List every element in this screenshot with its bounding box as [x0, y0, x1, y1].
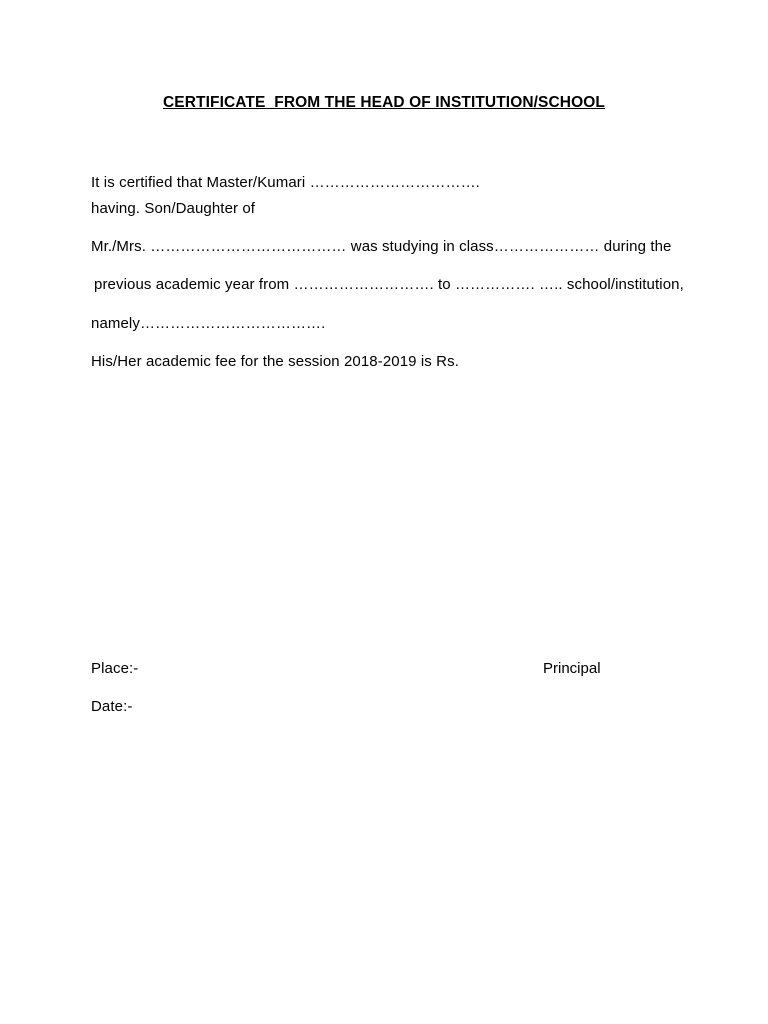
certified-line: It is certified that Master/Kumari …………………………….	[91, 174, 480, 191]
principal-signature-label: Principal	[543, 660, 601, 677]
place-label: Place:-	[91, 660, 139, 677]
academic-year-line: previous academic year from ………………………. to ……………. ….. school/institution,	[94, 276, 684, 293]
certificate-title: CERTIFICATE FROM THE HEAD OF INSTITUTION/SCHOOL	[163, 94, 605, 111]
relation-line: having. Son/Daughter of	[91, 200, 256, 217]
fee-line: His/Her academic fee for the session 2018-2019 is Rs.	[91, 353, 459, 370]
institution-name-line: namely……………………………….	[91, 315, 326, 332]
parent-class-line: Mr./Mrs. ………………………………… was studying in class………………… during the	[91, 238, 672, 255]
date-label: Date:-	[91, 698, 133, 715]
